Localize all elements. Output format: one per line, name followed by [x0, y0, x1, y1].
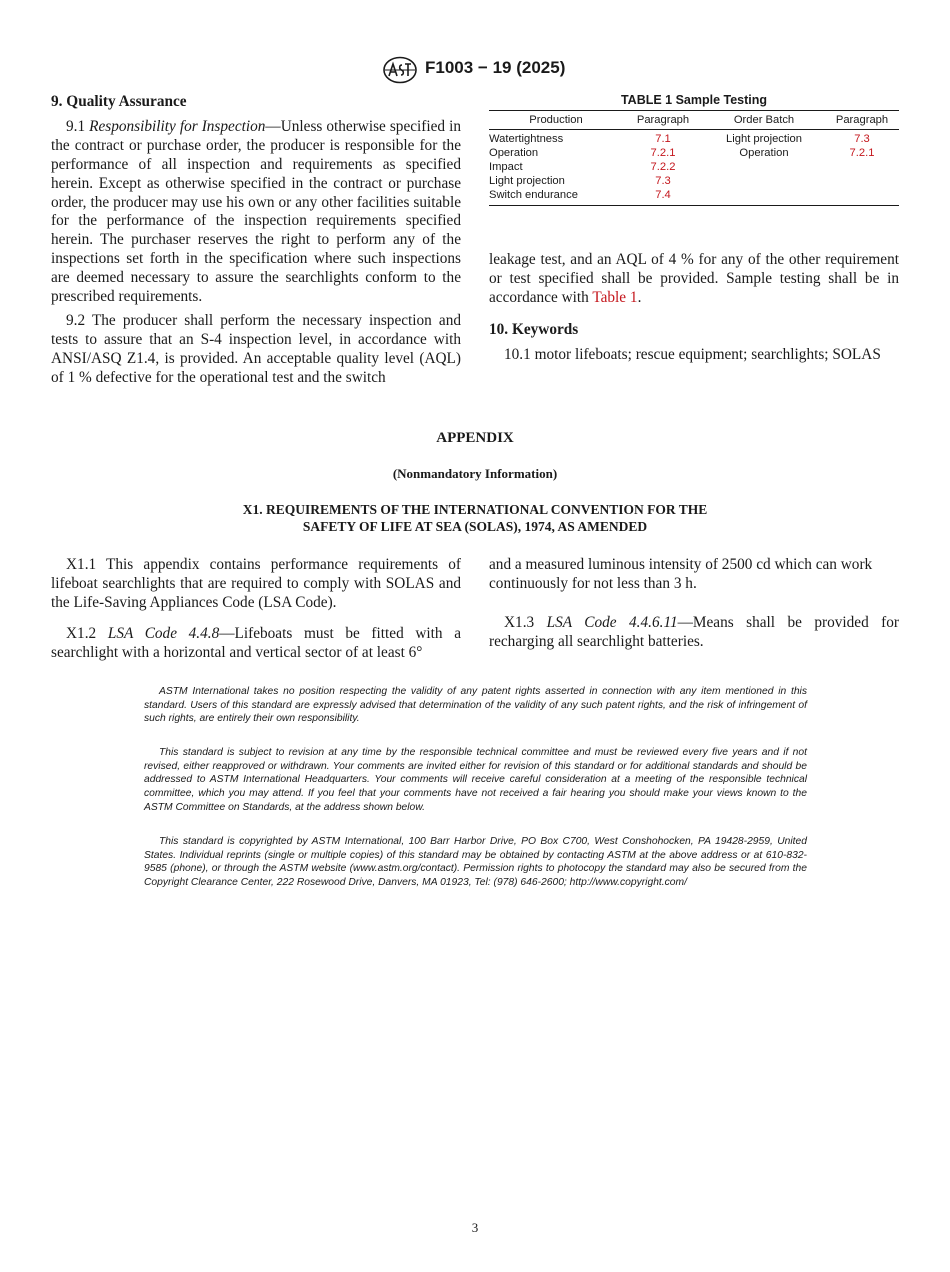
punctuation: . [637, 288, 642, 306]
notice-text: ASTM International takes no position respecting the validity of any patent rights asserted in connection with any item mentioned in this standard. Users of this standard are expressly advised that determination of the validity of any such patent rights, and the risk of infringement of such rights, are entirely their own responsibility. [144, 686, 807, 725]
paragraph-body: leakage test, and an AQL of 4 % for any of the other requirement or test specified shall be provided. Sample testing shall be in accordance with [489, 251, 899, 306]
paragraph-body: —Means shall be provided for recharging all searchlight batteries. [489, 613, 899, 650]
right-column [489, 251, 899, 365]
table-cell [703, 175, 825, 189]
paragraph-x1-2-continued: and a measured luminous intensity of 2500 cd which can work continuously for not less than 3 h. [489, 556, 873, 592]
table-cell: Switch endurance [489, 189, 578, 202]
x1-heading-line: X1. REQUIREMENTS OF THE INTERNATIONAL CONVENTION FOR THE [242, 502, 708, 517]
notice-text: This standard is subject to revision at any time by the responsible technical committee and must be reviewed every five years and if not revised, either reapproved or withdrawn. Your comments are invited either for revision of this standard or for additional standards and should be addressed to ASTM International Headquarters. Your comments will receive careful consideration at a meeting of the responsible technical committee, which you may attend. If you feel that your comments have not received a fair hearing you should make your views known to the ASTM Committee on Standards, at the address shown below. [144, 747, 807, 813]
paragraph-number: X1.2 [66, 624, 108, 642]
table-row [489, 161, 899, 175]
paragraph-number: X1.3 [504, 613, 547, 631]
table-cell [703, 189, 825, 206]
paragraph-x1-1: X1.1 This appendix contains performance requirements of lifeboat searchlights that are required to comply with SOLAS and the Life-Saving Appliances Code (LSA Code). [51, 556, 461, 611]
table-cell [825, 189, 899, 206]
column-header: Paragraph [825, 111, 899, 130]
x1-heading-line: SAFETY OF LIFE AT SEA (SOLAS), 1974, AS AMENDED [302, 519, 648, 534]
table-1 [489, 93, 899, 206]
sample-testing-table [489, 110, 899, 206]
notice-text: This standard is copyrighted by ASTM International, 100 Barr Harbor Drive, PO Box C700, West Conshohocken, PA 19428-2959, United States. Individual reprints (single or multiple copies) of this standard may be obtained by contacting ASTM at the above address or at 610-832-9585 (phone), or through the ASTM website (www.astm.org/contact). Permission rights to photocopy the standard may also be secured from the Copyright Clearance Center, 222 Rosewood Drive, Danvers, MA 01923, Tel: (978) 646-2600; http://www.copyright.com/ [144, 836, 807, 889]
paragraph-link[interactable]: 7.2.1 [849, 147, 875, 160]
appendix-subtitle: (Nonmandatory Information) [392, 466, 558, 481]
paragraph-x1-2 [51, 625, 461, 663]
copyright-notice [144, 835, 807, 890]
table-header-row [489, 111, 899, 130]
paragraph-link[interactable]: 7.3 [854, 133, 870, 146]
table-cell [825, 175, 899, 189]
left-column [51, 93, 461, 388]
table-row [489, 147, 899, 161]
table-1-link[interactable]: Table 1 [592, 288, 638, 306]
paragraph-link[interactable]: 7.3 [655, 175, 671, 188]
patent-notice [144, 685, 807, 726]
table-cell: Impact [489, 161, 523, 174]
appendix-left-column [51, 556, 461, 663]
paragraph-10-1: 10.1 motor lifeboats; rescue equipment; searchlights; SOLAS [504, 345, 881, 363]
table-row [489, 175, 899, 189]
x1-heading [0, 501, 950, 535]
paragraph-9-2-continued [489, 251, 899, 308]
paragraph-9-1 [51, 118, 461, 307]
paragraph-body: —Lifeboats must be fitted with a searchlight with a horizontal and vertical sector of at least 6° [51, 624, 461, 661]
column-header: Production [489, 111, 623, 130]
table-cell [703, 161, 825, 175]
table-cell: Light projection [726, 133, 802, 146]
paragraph-link[interactable]: 7.2.1 [650, 147, 676, 160]
table-caption: TABLE 1 Sample Testing [620, 93, 768, 107]
table-cell: Operation [489, 147, 539, 160]
paragraph-title: LSA Code 4.4.6.11 [546, 613, 678, 631]
table-row [489, 130, 899, 148]
revision-notice [144, 746, 807, 815]
table-cell: Light projection [489, 175, 565, 188]
paragraph-9-2: 9.2 The producer shall perform the necessary inspection and tests to assure that an S-4 inspection level, in accordance with ANSI/ASQ Z1.4, is provided. An acceptable quality level (AQL) of 1 % defective for the operational test and the switch [51, 311, 461, 386]
paragraph-x1-3 [489, 614, 899, 652]
column-header: Order Batch [703, 111, 825, 130]
paragraph-link[interactable]: 7.1 [655, 133, 671, 146]
document-id: F1003 − 19 (2025) [425, 58, 566, 77]
page-header [0, 56, 950, 84]
section-10-heading: 10. Keywords [489, 320, 579, 338]
paragraph-link[interactable]: 7.4 [655, 189, 671, 202]
table-row [489, 189, 899, 206]
paragraph-number: 9.1 [66, 117, 90, 135]
paragraph-body: —Unless otherwise specified in the contract or purchase order, the producer is responsible for the performance of all inspection and requirements as specified herein. Except as otherwise specified in the contract or purchase order, the producer may use his own or any other facilities suitable for the performance of the inspection requirements specified herein. The purchaser reserves the right to perform any of the inspections set forth in the specification where such inspections are deemed necessary to assure the searchlights conform to the prescribed requirements. [51, 117, 461, 306]
column-header: Paragraph [623, 111, 703, 130]
table-cell: Operation [739, 147, 789, 160]
table-cell [825, 161, 899, 175]
appendix-right-column [489, 556, 899, 652]
table-cell: Watertightness [489, 133, 564, 146]
page-number: 3 [471, 1220, 479, 1235]
astm-logo-icon [382, 56, 418, 84]
paragraph-title: Responsibility for Inspection [89, 117, 266, 135]
paragraph-link[interactable]: 7.2.2 [650, 161, 676, 174]
appendix-title: APPENDIX [436, 430, 514, 446]
section-9-heading: 9. Quality Assurance [51, 93, 187, 110]
paragraph-title: LSA Code 4.4.8 [107, 624, 220, 642]
